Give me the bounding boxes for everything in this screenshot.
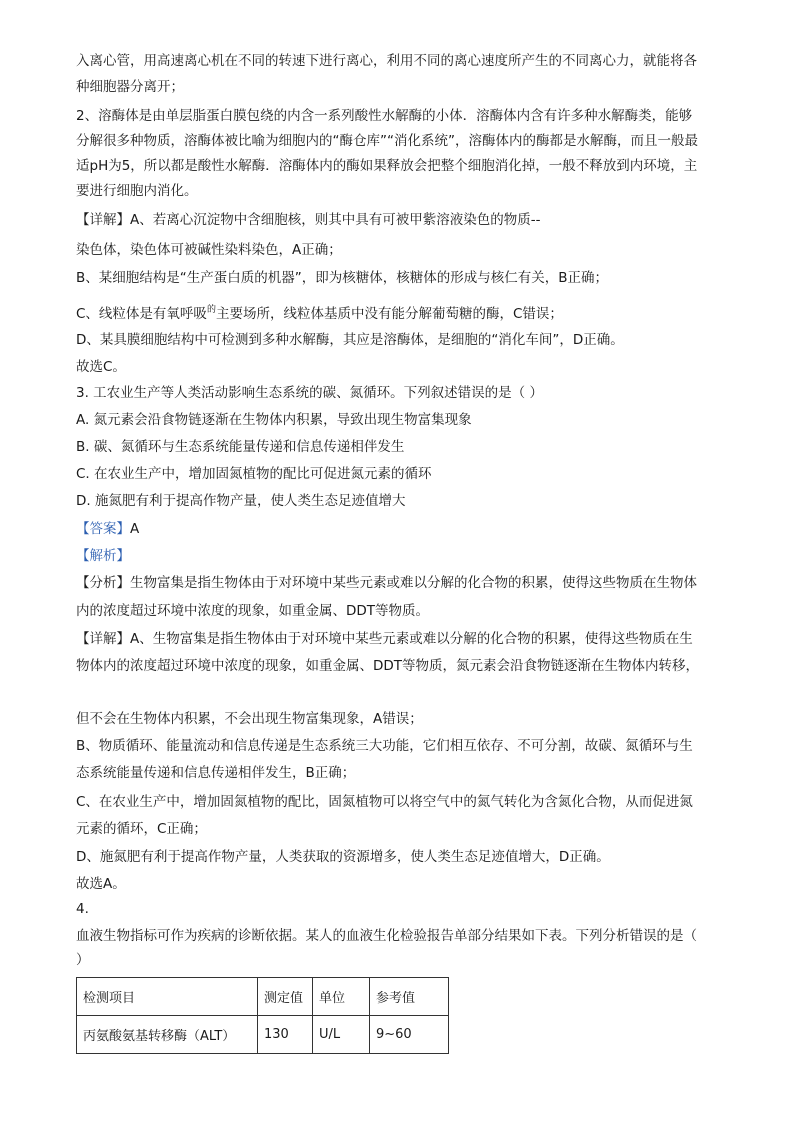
analysis-line: 【分析】生物富集是指生物体由于对环境中某些元素或难以分解的化合物的积累，使得这些物质在生物体 [76, 575, 697, 591]
table-header: 单位 [313, 978, 370, 1016]
answer-tag: 【答案】 [76, 521, 130, 537]
text-line: 内的浓度超过环境中浓度的现象，如重金属、DDT等物质。 [76, 603, 430, 619]
option-d: D. 施氮肥有利于提高作物产量，使人类生态足迹值增大 [76, 493, 406, 509]
text-line: D、施氮肥有利于提高作物产量，人类获取的资源增多，使人类生态足迹值增大，D正确。 [76, 849, 610, 865]
question-3-stem: 3. 工农业生产等人类活动影响生态系统的碳、氮循环。下列叙述错误的是（ ） [76, 385, 543, 401]
table-cell: 130 [258, 1016, 313, 1054]
table-header: 参考值 [370, 978, 449, 1016]
text-line: 要进行细胞内消化。 [76, 183, 198, 199]
text-line: 但不会在生物体内积累，不会出现生物富集现象，A错误； [76, 711, 423, 727]
text-line: 故选C。 [76, 359, 126, 375]
detail-line: 【详解】A、若离心沉淀物中含细胞核，则其中具有可被甲紫溶液染色的物质-- [76, 212, 541, 228]
text-line: B、物质循环、能量流动和信息传递是生态系统三大功能，它们相互依存、不可分割，故碳、氮循环与生 [76, 738, 693, 754]
text-line: 种细胞器分离开； [76, 79, 184, 95]
analysis-subtag: 【分析】 [76, 575, 130, 591]
text-line: 2、溶酶体是由单层脂蛋白膜包绕的内含一系列酸性水解酶的小体．溶酶体内含有许多种水解酶类，能够 [76, 108, 693, 124]
text-line: 适pH为5，所以都是酸性水解酶．溶酶体内的酶如果释放会把整个细胞消化掉，一般不释放到内环境，主 [76, 158, 698, 174]
text-line: 染色体，染色体可被碱性染料染色，A正确； [76, 242, 342, 258]
lab-results-table [76, 977, 449, 1054]
table-row [77, 1016, 449, 1054]
question-4-stem-end: ） [76, 952, 90, 968]
text-line: C、在农业生产中，增加固氮植物的配比，固氮植物可以将空气中的氮气转化为含氮化合物，从而促进氮 [76, 794, 693, 810]
detail-line: 【详解】A、生物富集是指生物体由于对环境中某些元素或难以分解的化合物的积累，使得这些物质在生 [76, 631, 693, 647]
text-line: 入离心管，用高速离心机在不同的转速下进行离心，利用不同的离心速度所产生的不同离心力，就能将各 [76, 53, 697, 69]
text-line: 故选A。 [76, 876, 126, 892]
answer-value: A [130, 521, 140, 537]
analysis-tag: 【解析】 [76, 548, 130, 564]
option-c: C. 在农业生产中，增加固氮植物的配比可促进氮元素的循环 [76, 466, 432, 482]
option-b: B. 碳、氮循环与生态系统能量传递和信息传递相伴发生 [76, 439, 405, 455]
option-a: A. 氮元素会沿食物链逐渐在生物体内积累，导致出现生物富集现象 [76, 412, 472, 428]
text-line: 态系统能量传递和信息传递相伴发生，B正确； [76, 765, 356, 781]
text-line: D、某具膜细胞结构中可检测到多种水解酶，其应是溶酶体，是细胞的“消化车间”，D正确。 [76, 332, 624, 348]
table-cell: U/L [313, 1016, 370, 1054]
table-header: 检测项目 [77, 978, 258, 1016]
text-line: 分解很多种物质，溶酶体被比喻为细胞内的“酶仓库”“消化系统”，溶酶体内的酶都是水解酶，而且一般最 [76, 133, 698, 149]
table-cell: 丙氨酸氨基转移酶（ALT） [77, 1016, 258, 1054]
detail-tag: 【详解】 [76, 631, 130, 647]
question-4-stem: 血液生物指标可作为疾病的诊断依据。某人的血液生化检验报告单部分结果如下表。下列分析错误的是（ [76, 928, 697, 944]
table-header: 测定值 [258, 978, 313, 1016]
question-4-number: 4. [76, 901, 89, 917]
text-line: 物体内的浓度超过环境中浓度的现象，如重金属、DDT等物质，氮元素会沿食物链逐渐在生物体内转移， [76, 658, 700, 674]
table-header-row [77, 978, 449, 1016]
text-line: C、线粒体是有氧呼吸$^的$主要场所，线粒体基质中没有能分解葡萄糖的酶，C错误； [76, 305, 563, 322]
answer-line [76, 520, 139, 538]
table-cell: 9~60 [370, 1016, 449, 1054]
text-line: 元素的循环，C正确； [76, 821, 207, 837]
text-line: B、某细胞结构是“生产蛋白质的机器”，即为核糖体，核糖体的形成与核仁有关，B正确； [76, 270, 609, 286]
detail-tag: 【详解】 [76, 212, 130, 228]
